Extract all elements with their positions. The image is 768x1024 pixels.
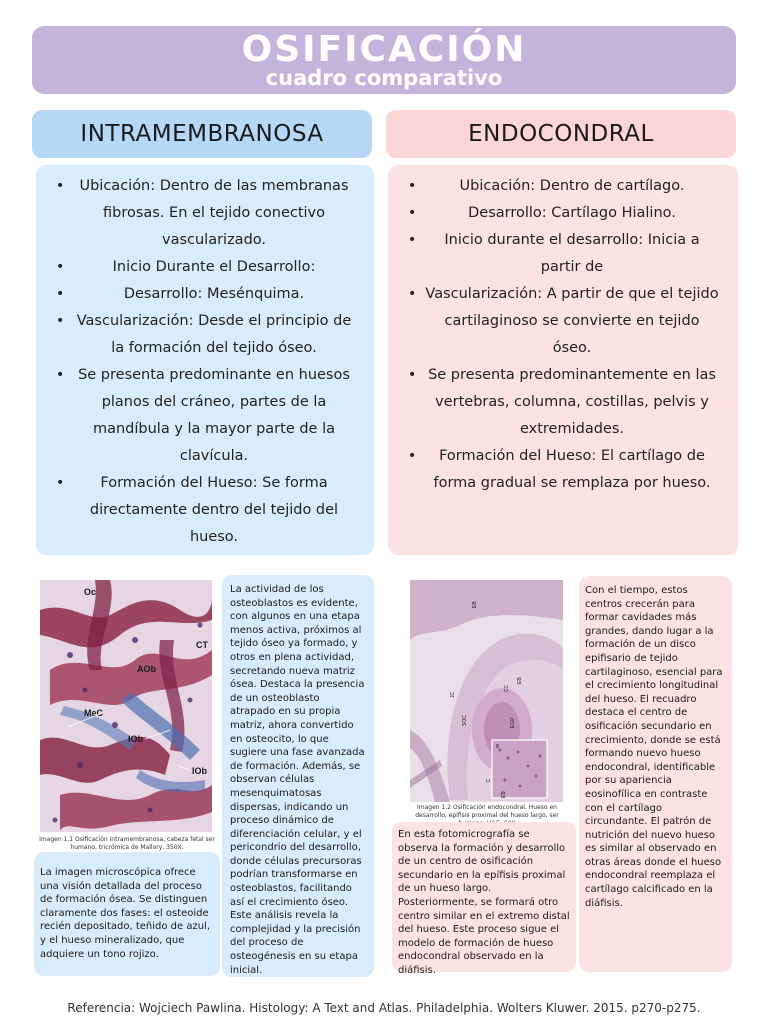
list-item: • Se presenta predominante en huesos planos del cráneo, partes de la mandíbula y la mayor parte de la clavícula. [50, 362, 360, 470]
list-item: • Desarrollo: Mesénquima. [50, 281, 360, 308]
list-item: • Se presenta predominantemente en las vertebras, columna, costillas, pelvis y extremidades. [402, 362, 724, 443]
heading-intramembranosa: INTRAMEMBRANOSA [32, 110, 372, 158]
caption-right: Imagen 1.2 Osificación endocondral. Hueso en desarrollo, epífisis proximal del hueso largo, ser [415, 804, 559, 819]
intramembranous-micrograph [40, 580, 212, 832]
micrograph-label: CT [196, 640, 208, 650]
endocondral-description-card: En esta fotomicrografía se observa la formación y desarrollo de un centro de osificación secundario en la epífisis proximal de un hueso largo. Posteriormente, se formará otro centro similar en el extremo distal del hueso. Este proceso sigue el modelo de formación de hueso endocondral observado en la diáfisis. [392, 822, 576, 972]
title-banner [32, 26, 736, 94]
micrograph-label: JC [450, 691, 456, 698]
caption-left: Imagen 1.1 Osificación intramembranosa, cabeza fetal ser humano, tricrómica de Mallory, 350X. [39, 836, 215, 851]
micrograph-label: B [496, 744, 500, 750]
intramembranosa-list [50, 173, 360, 551]
page-subtitle: cuadro comparativo [265, 66, 503, 90]
intramembranosa-description-card: La imagen microscópica ofrece una visión detallada del proceso de formación ósea. Se distinguen claramente dos fases: el osteoide recién depositado, teñido de azul, y el hueso mineralizado, que adquiere un tono rojizo. [34, 852, 220, 976]
endochondral-micrograph [410, 580, 563, 802]
micrograph-label: C [486, 778, 492, 782]
list-item: • Inicio Durante el Desarrollo: [50, 254, 360, 281]
list-item: • Ubicación: Dentro de las membranas fibrosas. En el tejido conectivo vascularizado. [50, 173, 360, 254]
endocondral-list-box [388, 165, 738, 555]
micrograph-label: CC [504, 684, 510, 692]
micrograph-label: Oc [84, 587, 97, 597]
endocondral-analysis-card: Con el tiempo, estos centros crecerán para formar cavidades más grandes, dando lugar a la formación de un disco epifisario de tejido cartilaginoso, esencial para el crecimiento longitudinal del hueso. El recuadro destaca el centro de osificación secundario en crecimiento, donde se está formando nuevo hueso endocondral, identificable por su apariencia eosinofílica en contraste con el cartílago circundante. El patrón de nutrición del nuevo hueso es similar al observado en otras áreas donde el hueso endocondral reemplaza el cartílago calcificado en la diáfisis. [579, 576, 732, 972]
micrograph-label: EGP [510, 717, 516, 728]
list-item: • Vascularización: A partir de que el tejido cartilaginoso se convierte en tejido óseo. [402, 281, 724, 362]
list-item: • Ubicación: Dentro de cartílago. [402, 173, 724, 200]
heading-endocondral: ENDOCONDRAL [386, 110, 736, 158]
endocondral-list [402, 173, 724, 497]
micrograph-label: IOb [192, 766, 207, 776]
list-item: • Formación del Hueso: Se forma directamente dentro del tejido del hueso. [50, 470, 360, 551]
reference-text: Referencia: Wojciech Pawlina. Histology: A Text and Atlas. Philadelphia. Wolters Kluwer. 2015. p270-p275. [67, 1001, 701, 1015]
intramembranosa-list-box [36, 165, 374, 555]
list-item: • Formación del Hueso: El cartílago de forma gradual se remplaza por hueso. [402, 443, 724, 497]
micrograph-label: EB [501, 791, 507, 798]
micrograph-label: AOb [137, 664, 156, 674]
micrograph-label: SOC [462, 715, 468, 726]
micrograph-label: MeC [84, 708, 104, 718]
page-title: OSIFICACIÓN [241, 29, 527, 70]
intramembranosa-analysis-card: La actividad de los osteoblastos es evidente, con algunos en una etapa menos activa, próximos al tejido óseo ya formado, y otros en plena actividad, secretando nueva matriz ósea. Destaca la presencia de un osteoblasto atrapado en su propia matriz, ahora convertido en osteocito, lo que sugiere una fase avanzada de formación. Además, se observan células mesenquimatosas dispersas, indicando un proceso dinámico de diferenciación celular, y el pericondrio del desarrollo, donde células precursoras podrían transformarse en osteoblastos, facilitando así el crecimiento óseo. Este análisis revela la complejidad y la precisión del proceso de osteogénesis en su etapa inicial. [222, 575, 374, 977]
micrograph-label: IOb [128, 734, 143, 744]
list-item: • Vascularización: Desde el principio de la formación del tejido óseo. [50, 308, 360, 362]
micrograph-label: EB [517, 677, 523, 684]
list-item: • Desarrollo: Cartílago Hialino. [402, 200, 724, 227]
micrograph-label: EB [472, 601, 478, 608]
list-item: • Inicio durante el desarrollo: Inicia a partir de [402, 227, 724, 281]
